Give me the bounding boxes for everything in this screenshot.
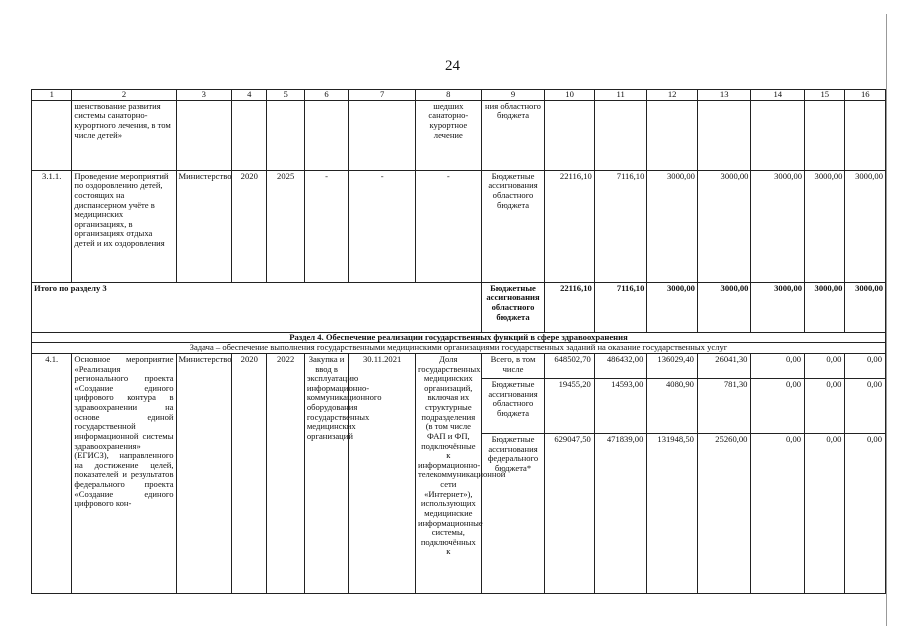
table-row-total-section-3 xyxy=(32,282,886,332)
amount-cell: 0,00 xyxy=(805,433,844,446)
total-funding-source: Бюджетные ассигнования областного бюджета xyxy=(481,282,545,332)
task-title: Задача – обеспечение выполнения государственными медицинскими организациями государственных заданий на оказание государственных услуг xyxy=(32,343,886,354)
col-header: 4 xyxy=(232,90,267,101)
total-amount-2025: 3000,00 xyxy=(845,282,886,332)
col-header: 6 xyxy=(304,90,348,101)
amount-2024: 3000,00 xyxy=(805,170,845,282)
total-amount-2021: 3000,00 xyxy=(647,282,698,332)
amount-cell: 25260,00 xyxy=(698,433,751,446)
total-amount-2024: 3000,00 xyxy=(805,282,845,332)
amount-cell: 0,00 xyxy=(866,353,882,364)
continued-indicator-cell: шедших санаторно-курортное лечение xyxy=(415,100,481,170)
measure-name: Основное мероприятие «Реализация регионального проекта «Создание единого цифрового контура в здравоохранении на основе единой государственной информационной системы здравоохранения» (ЕГИСЗ), направленного на достижение целей, показателей и результатов федерального проекта «Создание единого цифрового кон- xyxy=(72,353,176,593)
page-number: 24 xyxy=(445,58,460,74)
amount-2021-stack xyxy=(647,353,698,593)
section-3-total-label: Итого по разделу 3 xyxy=(32,282,482,332)
col-header: 10 xyxy=(545,90,595,101)
page-edge-line xyxy=(886,14,887,626)
source-total: Всего, в том числе xyxy=(490,353,536,374)
amount-2024-stack xyxy=(805,353,845,593)
amount-cell: 0,00 xyxy=(845,378,885,433)
col-header: 8 xyxy=(415,90,481,101)
year-end: 2025 xyxy=(267,170,304,282)
col8-value: - xyxy=(415,170,481,282)
amount-2025: 3000,00 xyxy=(845,170,886,282)
amount-cell: 0,00 xyxy=(805,378,844,433)
amount-cell: 131948,50 xyxy=(647,433,697,446)
col-header: 3 xyxy=(176,90,232,101)
budget-table xyxy=(31,89,886,594)
section-4-title: Раздел 4. Обеспечение реализации государственных функций в сфере здравоохранения xyxy=(32,332,886,343)
amount-cell: 136029,40 xyxy=(657,353,694,364)
amount-cell: 19455,20 xyxy=(545,378,594,433)
col-header: 2 xyxy=(72,90,176,101)
col-header: 1 xyxy=(32,90,72,101)
year-start: 2020 xyxy=(232,170,267,282)
col-header: 12 xyxy=(647,90,698,101)
amount-cell: 26041,30 xyxy=(715,353,748,364)
source-regional: Бюджетные ассигнования областного бюджета xyxy=(482,378,545,433)
amount-cell: 0,00 xyxy=(751,433,804,446)
row-number: 3.1.1. xyxy=(32,170,72,282)
measure-name: Проведение мероприятий по оздоровлению детей, состоящих на диспансерном учёте в медицинских организациях, в организациях отдыха детей и их оздоровления xyxy=(72,170,176,282)
col-header: 5 xyxy=(267,90,304,101)
col-header: 14 xyxy=(751,90,805,101)
task-row xyxy=(32,343,886,354)
amount-2022-stack xyxy=(697,353,751,593)
executor: Министерство xyxy=(176,353,232,593)
col-header: 13 xyxy=(697,90,751,101)
amount-2025-stack xyxy=(845,353,886,593)
amount-2020: 7116,10 xyxy=(594,170,647,282)
amount-cell: 0,00 xyxy=(845,433,885,446)
amount-2023-stack xyxy=(751,353,805,593)
col-header: 16 xyxy=(845,90,886,101)
year-end: 2022 xyxy=(267,353,304,593)
amount-cell: 781,30 xyxy=(698,378,751,433)
table-row-4-1 xyxy=(32,353,886,593)
col-header: 11 xyxy=(594,90,647,101)
amount-cell: 0,00 xyxy=(786,353,802,364)
amount-cell: 471839,00 xyxy=(595,433,647,446)
funding-source: Бюджетные ассигнования областного бюджета xyxy=(481,170,545,282)
amount-total-stack xyxy=(545,353,595,593)
section-4-row xyxy=(32,332,886,343)
continued-name-cell: шенствование развития системы санаторно-курортного лечения, в том числе детей» xyxy=(72,100,176,170)
total-amount-2022: 3000,00 xyxy=(697,282,751,332)
amount-2022: 3000,00 xyxy=(697,170,751,282)
col-header: 15 xyxy=(805,90,845,101)
amount-total: 22116,10 xyxy=(545,170,595,282)
amount-2021: 3000,00 xyxy=(647,170,698,282)
amount-cell: 629047,50 xyxy=(545,433,594,446)
deadline-date: 30.11.2021 xyxy=(349,353,416,593)
column-number-row xyxy=(32,90,886,101)
amount-cell: 0,00 xyxy=(751,378,804,433)
amount-cell: 14593,00 xyxy=(595,378,647,433)
table-row-continuation xyxy=(32,100,886,170)
total-amount-2023: 3000,00 xyxy=(751,282,805,332)
col-header: 7 xyxy=(349,90,416,101)
event-description: Закупка и ввод в эксплуатацию информационно-коммуникационного оборудования государственных медицинских организаций xyxy=(304,353,348,593)
amount-2023: 3000,00 xyxy=(751,170,805,282)
col6-value: - xyxy=(304,170,348,282)
amount-cell: 486432,00 xyxy=(606,353,644,364)
continued-source-cell: ния областного бюджета xyxy=(481,100,545,170)
total-amount-2020: 7116,10 xyxy=(594,282,647,332)
amount-2020-stack xyxy=(594,353,647,593)
amount-cell: 4080,90 xyxy=(647,378,697,433)
total-amount-total: 22116,10 xyxy=(545,282,595,332)
amount-cell: 648502,70 xyxy=(554,353,591,364)
year-start: 2020 xyxy=(232,353,267,593)
row-number: 4.1. xyxy=(32,353,72,593)
col7-value: - xyxy=(349,170,416,282)
amount-cell: 0,00 xyxy=(826,353,842,364)
indicator-description: Доля государственных медицинских организаций, включая их структурные подразделения (в том числе ФАП и ФП, подключённые к информационно-телекоммуникационной сети «Интернет»), использующих медицинские информационные системы, подключённых к xyxy=(415,353,481,593)
source-federal: Бюджетные ассигнования федерального бюджета* xyxy=(482,433,545,475)
executor: Министерство xyxy=(176,170,232,282)
col-header: 9 xyxy=(481,90,545,101)
table-row-3-1-1 xyxy=(32,170,886,282)
